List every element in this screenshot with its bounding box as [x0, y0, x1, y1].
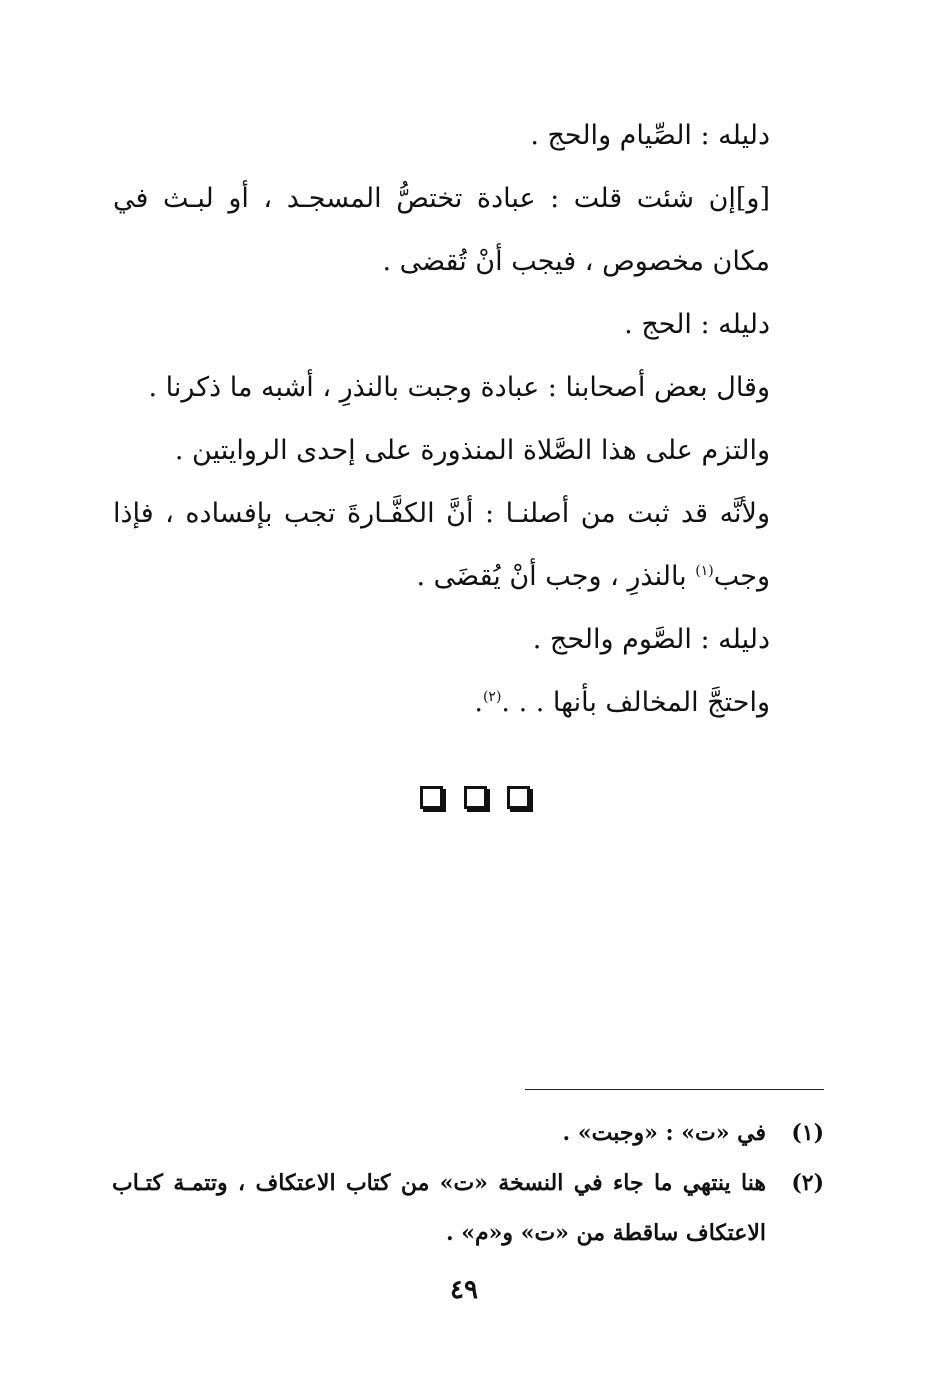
square-ornament-icon: [420, 786, 443, 809]
footnote-marker: (٢): [482, 689, 502, 705]
paragraph-text: .: [474, 687, 483, 718]
footnote-number: (١): [791, 1120, 824, 1146]
footnotes: [112, 1108, 824, 1258]
footnote-text: هنا ينتهي ما جاء في النسخة «ت» من كتاب الاعتكاف ، وتتمـة كتـاب الاعتكاف ساقطة من «ت» و«م» .: [112, 1170, 766, 1246]
paragraph: دليله : الحج .: [624, 309, 770, 340]
paragraph: [113, 482, 828, 608]
paragraph: وقال بعض أصحابنا : عبادة وجبت بالنذرِ ، أشبه ما ذكرنا .: [148, 372, 770, 403]
square-ornament-icon: [464, 786, 487, 809]
paragraph-text: بالنذرِ ، وجب أنْ يُقضَى .: [416, 561, 696, 592]
footnote: [112, 1158, 824, 1258]
paragraph: دليله : الصَّوم والحج .: [532, 624, 770, 655]
three-square-ornament-icon: [420, 786, 530, 808]
footnote-divider: [525, 1089, 824, 1090]
main-text: [113, 104, 828, 734]
page-number: ٤٩: [450, 1275, 478, 1305]
paragraph-text: ولأنَّه قد ثبت من أصلنـا : أنَّ الكفَّـارةَ تجب بإفساده ، فإذا وجب: [113, 498, 770, 592]
paragraph: دليله : الصِّيام والحج .: [530, 120, 770, 151]
footnote: [112, 1108, 824, 1158]
square-ornament-icon: [507, 786, 530, 809]
footnote-marker: (١): [695, 563, 714, 579]
paragraph: [و]إن شئت قلت : عبادة تختصُّ المسجـد ، أو لبـث في مكان مخصوص ، فيجب أنْ تُقضى .: [113, 183, 770, 277]
paragraph: [113, 671, 828, 734]
footnote-number: (٢): [791, 1170, 824, 1196]
paragraph-text: واحتجَّ المخالف بأنها . . .: [501, 687, 770, 718]
paragraph: والتزم على هذا الصَّلاة المنذورة على إحدى الروايتين .: [174, 435, 770, 466]
footnote-text: في «ت» : «وجبت» .: [562, 1120, 766, 1146]
